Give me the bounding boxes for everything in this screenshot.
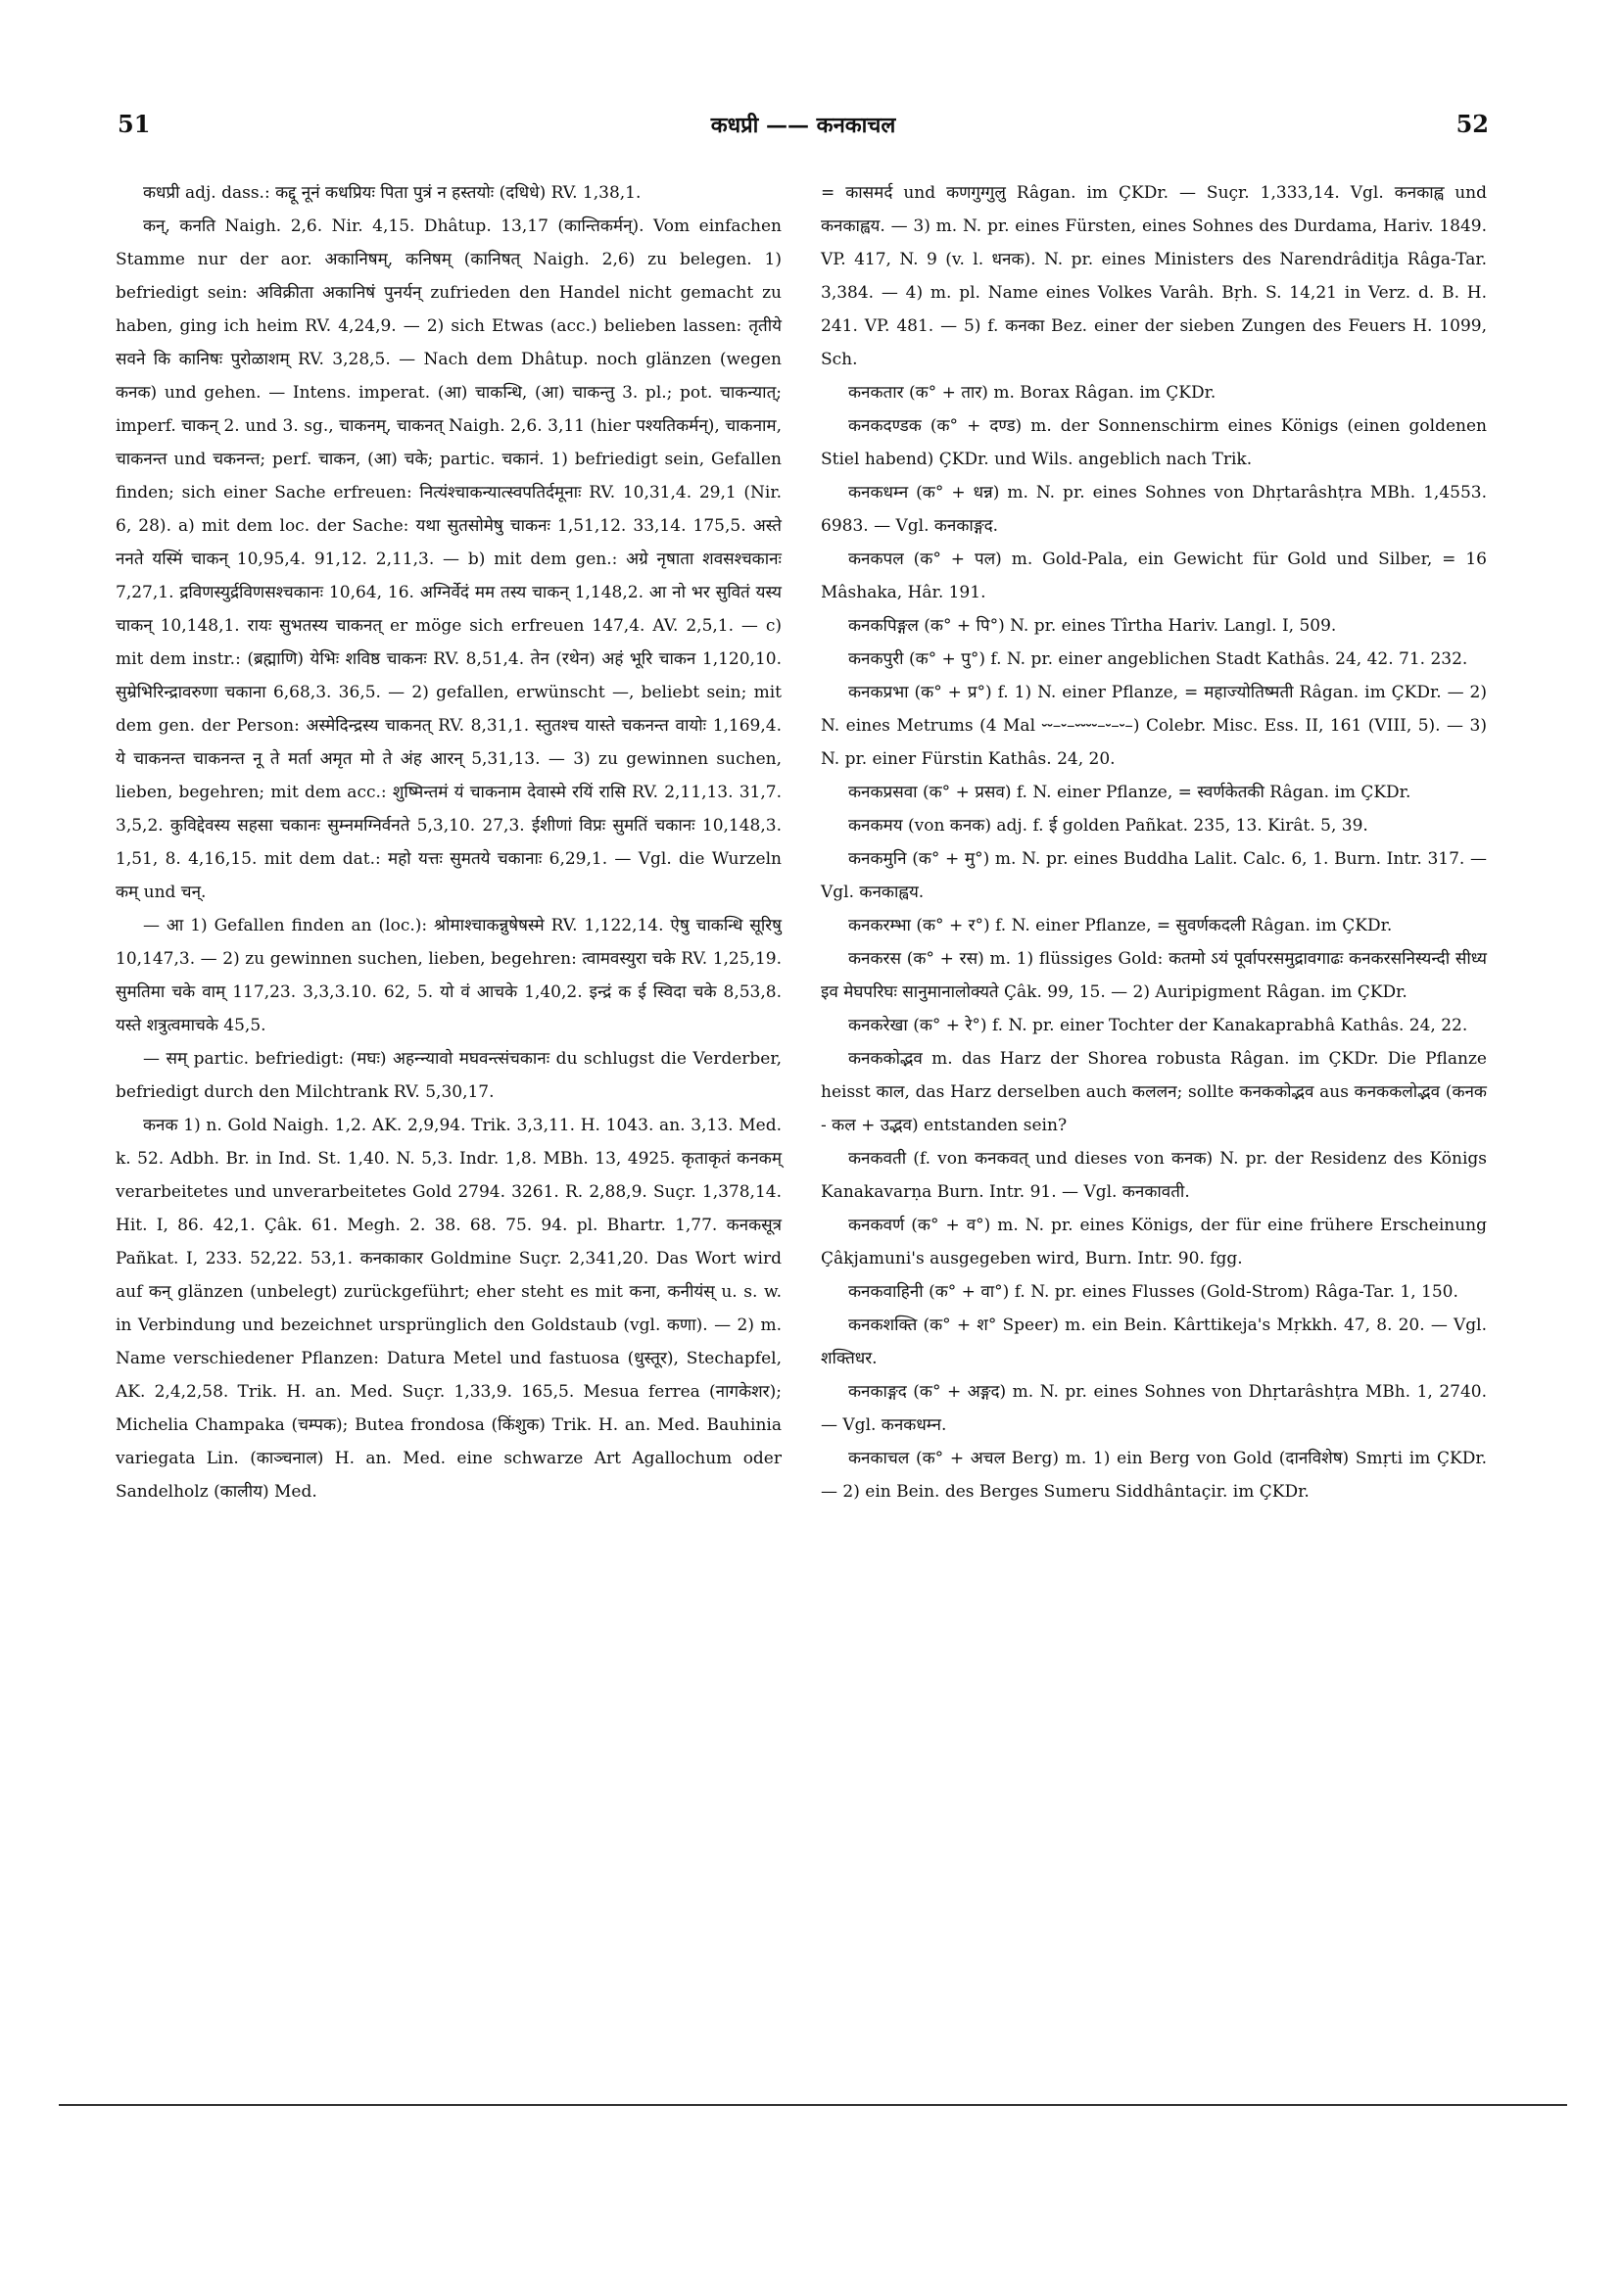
- right-column: [821, 176, 1487, 1508]
- entry-kanakarasa: कनकरस (क° + रस) m. 1) flüssiges Gold: कतमो ऽयं पूर्वापरसमुद्रावगाढः कनकरसनिस्यन्दी सीध्य इव मेघपरिघः सानुमानालोक्यते Çâk. 99, 15. — 2) Auripigment Râgan. im ÇKDr.: [821, 949, 1487, 1002]
- entry-kadhapri: कधप्री adj. dass.: कद्दू नूनं कधप्रियः पिता पुत्रं न हस्तयोः (दधिधे) RV. 1,38,1.: [143, 183, 642, 203]
- entry-kanakapuri: कनकपुरी (क° + पु°) f. N. pr. einer angeblichen Stadt Kathâs. 24, 42. 71. 232.: [848, 649, 1468, 669]
- entry-kanakacala: कनकाचल (क° + अचल Berg) m. 1) ein Berg von Gold (दानविशेष) Smṛti im ÇKDr. — 2) ein Bein. des Berges Sumeru Siddhântaçir. im ÇKDr.: [821, 1449, 1487, 1502]
- entry-kanakamuni: कनकमुनि (क° + मु°) m. N. pr. eines Buddha Lalit. Calc. 6, 1. Burn. Intr. 317. — Vgl. कनकाह्वय.: [821, 849, 1487, 902]
- entry-kanakangada: कनकाङ्गद (क° + अङ्गद) m. N. pr. eines Sohnes von Dhṛtarâshṭra MBh. 1, 2740. — Vgl. कनकधम्न.: [821, 1382, 1487, 1435]
- entry-kanakavahini: कनकवाहिनी (क° + वा°) f. N. pr. eines Flusses (Gold-Strom) Râga-Tar. 1, 150.: [848, 1282, 1458, 1302]
- entry-kanakatara: कनकतार (क° + तार) m. Borax Râgan. im ÇKDr.: [848, 383, 1216, 403]
- entry-kanakamaya: कनकमय (von कनक) adj. f. ई golden Pañkat. 235, 13. Kirât. 5, 39.: [848, 816, 1368, 836]
- entry-kan-sam: — सम् partic. befriedigt: (मघः) अहन्न्यावो मघवन्त्संचकानः du schlugst die Verderber, befriedigt durch den Milchtrank RV. 5,30,17.: [116, 1049, 782, 1102]
- entry-kanakaprabha: कनकप्रभा (क° + प्र°) f. 1) N. einer Pflanze, = महाज्योतिष्मती Râgan. im ÇKDr. — 2) N. eines Metrums (4 Mal ⏑⏑–⏑–⏑⏑⏑⏑–⏑–⏑–) Colebr. Misc. Ess. II, 161 (VIII, 5). — 3) N. pr. einer Fürstin Kathâs. 24, 20.: [821, 683, 1487, 769]
- entry-kan-a: — आ 1) Gefallen finden an (loc.): श्रोमाश्चाकन्नुषेषस्मे RV. 1,122,14. ऐषु चाकन्धि सूरिषु 10,147,3. — 2) zu gewinnen suchen, lieben, begehren: त्वामवस्युरा चके RV. 1,25,19. सुमतिमा चके वाम् 117,23. 3,3,3.10. 62, 5. यो वं आचके 1,40,2. इन्द्रं क ई स्विदा चके 8,53,8. यस्ते शत्रुत्वमाचके 45,5.: [116, 916, 782, 1035]
- left-column: [116, 176, 782, 1508]
- entry-kan: कन्, कनति Naigh. 2,6. Nir. 4,15. Dhâtup. 13,17 (कान्तिकर्मन्). Vom einfachen Stamme nur der aor. अकानिषम्, कनिषम् (कानिषत् Naigh. 2,6) zu belegen. 1) befriedigt sein: अविक्रीता अकानिषं पुनर्यन् zufrieden den Handel nicht gemacht zu haben, ging ich heim RV. 4,24,9. — 2) sich Etwas (acc.) belieben lassen: तृतीये सवने कि कानिषः पुरोळाशम् RV. 3,28,5. — Nach dem Dhâtup. noch glänzen (wegen कनक) und gehen. — Intens. imperat. (आ) चाकन्धि, (आ) चाकन्तु 3. pl.; pot. चाकन्यात्; imperf. चाकन् 2. und 3. sg., चाकनम्, चाकनत् Naigh. 2,6. 3,11 (hier पश्यतिकर्मन्), चाकनाम, चाकनन्त und चकनन्त; perf. चाकन, (आ) चके; partic. चकानं. 1) befriedigt sein, Gefallen finden; sich einer Sache erfreuen: नित्यंश्चाकन्यात्स्वपतिर्दमूनाः RV. 10,31,4. 29,1 (Nir. 6, 28). a) mit dem loc. der Sache: यथा सुतसोमेषु चाकनः 1,51,12. 33,14. 175,5. अस्ते ननते यस्मिं चाकन् 10,95,4. 91,12. 2,11,3. — b) mit dem gen.: अग्रे नृषाता शवसश्चकानः 7,27,1. द्रविणस्युर्द्रविणसश्चकानः 10,64, 16. अग्निर्वेदं मम तस्य चाकन् 1,148,2. आ नो भर सुवितं यस्य चाकन् 10,148,1. रायः सुभतस्य चाकनत् er möge sich erfreuen 147,4. AV. 2,5,1. — c) mit dem instr.: (ब्रह्माणि) येभिः शविष्ठ चाकनः RV. 8,51,4. तेन (रथेन) अहं भूरि चाकन 1,120,10. सुम्रेभिरिन्द्रावरुणा चकाना 6,68,3. 36,5. — 2) gefallen, erwünscht —, beliebt sein; mit dem gen. der Person: अस्मेदिन्द्रस्य चाकनत् RV. 8,31,1. स्तुतश्च यास्ते चकनन्त वायोः 1,169,4. ये चाकनन्त चाकनन्त नू ते मर्ता अमृत मो ते अंह आरन् 5,31,13. — 3) zu gewinnen suchen, lieben, begehren; mit dem acc.: शुष्मिन्तमं यं चाकनाम देवास्मे रयिं रासि RV. 2,11,13. 31,7. 3,5,2. कुविद्देवस्य सहसा चकानः सुम्नमग्निर्वनते 5,3,10. 27,3. ईशीणां विप्रः सुमतिं चकानः 10,148,3. 1,51, 8. 4,16,15. mit dem dat.: महो यत्तः सुमतये चकानाः 6,29,1. — Vgl. die Wurzeln कम् und चन्.: [116, 216, 782, 902]
- entry-kanakapala: कनकपल (क° + पल) m. Gold-Pala, ein Gewicht für Gold und Silber, = 16 Mâshaka, Hâr. 191.: [821, 550, 1487, 602]
- page-header: [118, 110, 1489, 149]
- page-number-right: 52: [1455, 110, 1489, 138]
- entry-kanakashakti: कनकशक्ति (क° + श° Speer) m. ein Bein. Kârttikeja's Mṛkkh. 47, 8. 20. — Vgl. शक्तिधर.: [821, 1315, 1487, 1368]
- running-head: कधप्री —— कनकाचल: [710, 113, 896, 138]
- entry-kanakarambha: कनकरम्भा (क° + र°) f. N. einer Pflanze, = सुवर्णकदली Râgan. im ÇKDr.: [848, 916, 1393, 935]
- page-number-left: 51: [118, 110, 151, 138]
- entry-kanakavarna: कनकवर्ण (क° + व°) m. N. pr. eines Königs, der für eine frühere Erscheinung Çâkjamuni's ausgegeben wird, Burn. Intr. 90. fgg.: [821, 1216, 1487, 1268]
- entry-kanakadandaka: कनकदण्डक (क° + दण्ड) m. der Sonnenschirm eines Königs (einen goldenen Stiel habend) ÇKDr. und Wils. angeblich nach Trik.: [821, 416, 1487, 469]
- entry-kanakapingala: कनकपिङ्गल (क° + पि°) N. pr. eines Tîrtha Hariv. Langl. I, 509.: [848, 616, 1337, 636]
- entry-kanakadhvaja: कनकधम्न (क° + धन्न) m. N. pr. eines Sohnes von Dhṛtarâshṭra MBh. 1,4553. 6983. — Vgl. कनकाङ्गद.: [821, 483, 1487, 536]
- entry-kanakavati: कनकवती (f. von कनकवत् und dieses von कनक) N. pr. der Residenz des Königs Kanakavarṇa Burn. Intr. 91. — Vgl. कनकावती.: [821, 1149, 1487, 1202]
- footer-rule: [59, 2104, 1567, 2106]
- entry-kanaka: कनक 1) n. Gold Naigh. 1,2. AK. 2,9,94. Trik. 3,3,11. H. 1043. an. 3,13. Med. k. 52. Adbh. Br. in Ind. St. 1,40. N. 5,3. Indr. 1,8. MBh. 13, 4925. कृताकृतं कनकम् verarbeitetes und unverarbeitetes Gold 2794. 3261. R. 2,88,9. Suçr. 1,378,14. Hit. I, 86. 42,1. Çâk. 61. Megh. 2. 38. 68. 75. 94. pl. Bhartr. 1,77. कनकसूत्र Pañkat. I, 233. 52,22. 53,1. कनकाकार Goldmine Suçr. 2,341,20. Das Wort wird auf कन् glänzen (unbelegt) zurückgeführt; eher steht es mit कना, कनीयंस् u. s. w. in Verbindung und bezeichnet ursprünglich den Goldstaub (vgl. कणा). — 2) m. Name verschiedener Pflanzen: Datura Metel und fastuosa (धुस्तूर), Stechapfel, AK. 2,4,2,58. Trik. H. an. Med. Suçr. 1,33,9. 165,5. Mesua ferrea (नागकेशर); Michelia Champaka (चम्पक); Butea frondosa (किंशुक) Trik. H. an. Med. Bauhinia variegata Lin. (काञ्चनाल) H. an. Med. eine schwarze Art Agallochum oder Sandelholz (कालीय) Med.: [116, 1116, 782, 1502]
- entry-kanaka-cont: = कासमर्द und कणगुग्गुलु Râgan. im ÇKDr. — Suçr. 1,333,14. Vgl. कनकाह्व und कनकाह्वय. — 3) m. N. pr. eines Fürsten, eines Sohnes des Durdama, Hariv. 1849. VP. 417, N. 9 (v. l. धनक). N. pr. eines Ministers des Narendrâditja Râga-Tar. 3,384. — 4) m. pl. Name eines Volkes Varâh. Bṛh. S. 14,21 in Verz. d. B. H. 241. VP. 481. — 5) f. कनका Bez. einer der sieben Zungen des Feuers H. 1099, Sch.: [821, 183, 1487, 369]
- entry-kanakalodbhava: कनककोद्भव m. das Harz der Shorea robusta Râgan. im ÇKDr. Die Pflanze heisst काल, das Harz derselben auch कललन; sollte कनककोद्भव aus कनककलोद्भव (कनक - कल + उद्भव) entstanden sein?: [821, 1049, 1487, 1135]
- entry-kanakarekha: कनकरेखा (क° + रे°) f. N. pr. einer Tochter der Kanakaprabhâ Kathâs. 24, 22.: [848, 1016, 1468, 1035]
- entry-kanakaprasava: कनकप्रसवा (क° + प्रसव) f. N. einer Pflanze, = स्वर्णकेतकी Râgan. im ÇKDr.: [848, 783, 1411, 802]
